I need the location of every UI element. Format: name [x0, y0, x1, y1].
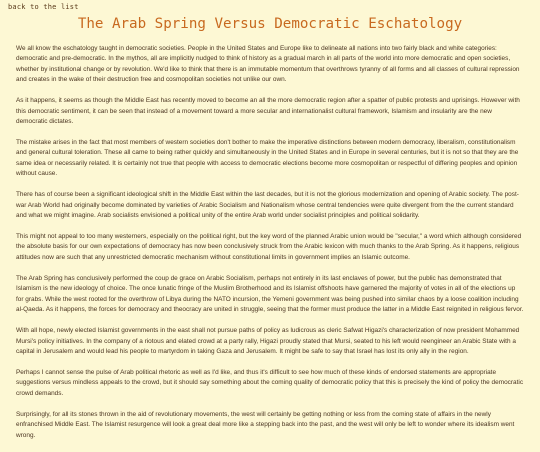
article-paragraph: With all hope, newly elected Islamist governments in the east shall not pursue paths of policy as ludicrous as cleric Safwat Higazi's characterization of now president Mohammed Mursi's policy initiatives. In the company of a riotous and elated crowd at a party rally, Higazi proudly stated that Mursi, seated to his left would reengineer an Arabic State with a capital in Jerusalem and would lead his people to martyrdom in taking Gaza and Jerusalem. It might be safe to say that Israel has lost its only ally in the region. [16, 327, 520, 355]
article-paragraph: There has of course been a significant ideological shift in the Middle East within the last decades, but it is not the glorious modernization and opening of Arabic society. The post-war Arab World had originally become dominated by varieties of Arabic Socialism and Nationalism whose central tendencies were quite divergent from the the current standard and what we might imagine. Arab socialists envisioned a political unity of the entire Arab world under socialist principles and political solidarity. [16, 191, 519, 220]
article-body [16, 44, 524, 452]
article-paragraph: As it happens, it seems as though the Middle East has recently moved to become an all the more democratic region after a spatter of public protests and uprisings. However with this democratic sentiment, it can be seen that instead of a movement toward a more secular and internationalist cultural framework, Islamism and insularity are the new democratic dictates. [16, 97, 520, 126]
article-paragraph: The Arab Spring has conclusively performed the coup de grace on Arabic Socialism, perhaps not entirely in its last enclaves of power, but the public has demonstrated that Islamism is the new ideology of choice. The once lunatic fringe of the Muslim Brotherhood and its Islamist offshoots have garnered the majority of votes in all of the elections up for grabs. While the west rooted for the overthrow of Libya during the NATO incursion, the Yemeni government was being pushed into similar chaos by a loose coalition including al-Qaeda. As it happens, the forces for democracy and theocracy are united in struggle, seeing that the former must produce the latter in a Middle East reignited in religious fervor. [16, 274, 524, 314]
article-title: The Arab Spring Versus Democratic Eschatology [77, 16, 463, 32]
article-paragraph: Surprisingly, for all its stones thrown in the aid of revolutionary movements, the west will certainly be getting nothing or less from the coming state of affairs in the newly enfranchised Middle East. The Islamist resurgence will look a great deal more like a stepping back into the past, and the west will only be left to wonder where its idealism went wrong. [16, 410, 515, 439]
article-paragraph: Perhaps I cannot sense the pulse of Arab political rhetoric as well as I'd like, and thus it's difficult to see how much of these kinds of endorsed statements are appropriate suggestions versus mindless appeals to the crowd, but it should say something about the coming quality of democratic policy that this is precisely the kind of policy the democratic crowd demands. [16, 368, 524, 397]
back-to-list-link[interactable]: back to the list [8, 3, 79, 11]
article-paragraph: We all know the eschatology taught in democratic societies. People in the United States and Europe like to delineate all nations into two fairly black and white categories: democratic and pre-democratic. In the mythos, all are implicitly nudged to think of history as a gradual march in all parts of the world into more democratic and open societies, whether by institutional change or by revolution. We'd like to think that there is an immutable momentum that overthrows tyranny of all forms and all classes of cultural repression and creates in the wake of their destruction free and cosmopolitan societies not unlike our own. [16, 45, 520, 84]
article-paragraph: This might not appeal to too many westerners, especially on the political right, but the key word of the planned Arabic union would be "secular," a word which although considered the absolute basis for our own expectations of democracy has now been conclusively struck from the Arabic lexicon with much thanks to the Arab Spring. As it happens, religious attitudes now are such that any unrestricted democratic mechanism without constitutional limits in government implies an Islamic outcome. [16, 233, 522, 261]
article-paragraph: The mistake arises in the fact that most members of western societies don't bother to make the imperative distinctions between modern democracy, liberalism, constitutionalism and general cultural toleration. These all came to being rather quickly and simultaneously in the United States and in Europe in several centuries, but it is not so that they are the same idea or necessarily related. It is certainly not true that people with access to democratic elections become more cosmopolitan or respectful of differing peoples and opinion without cause. [16, 139, 519, 178]
